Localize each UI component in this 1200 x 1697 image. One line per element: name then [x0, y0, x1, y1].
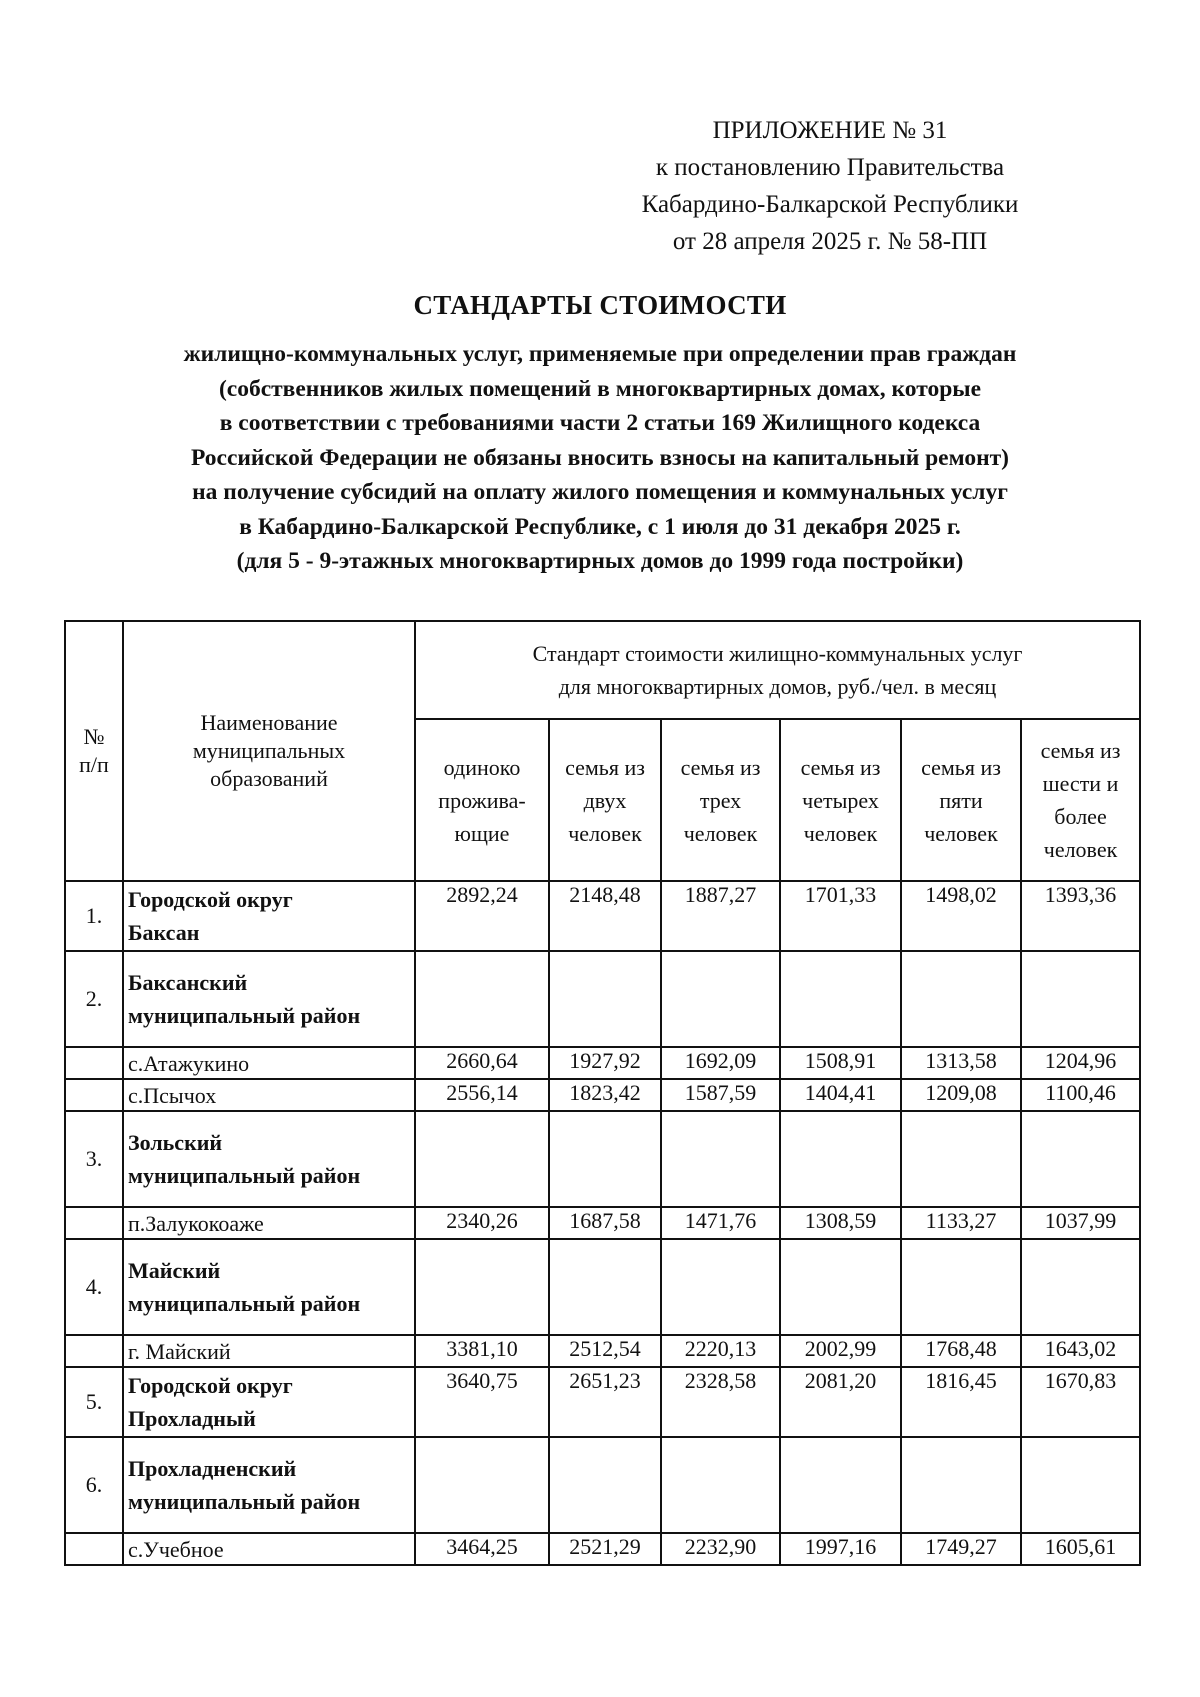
- header-cost-standard: Стандарт стоимости жилищно-коммунальных услуг для многоквартирных домов, руб./чел. в месяц: [415, 621, 1140, 719]
- value-cell: 2512,54: [549, 1335, 661, 1367]
- table-row: [65, 881, 1140, 951]
- value-cell: 1701,33: [780, 881, 901, 951]
- row-number: 1.: [65, 881, 123, 951]
- value-cell: 1670,83: [1021, 1367, 1140, 1437]
- empty-cell: [1021, 1239, 1140, 1335]
- value-cell: 1037,99: [1021, 1207, 1140, 1239]
- empty-cell: [661, 1239, 780, 1335]
- value-cell: 2660,64: [415, 1047, 549, 1079]
- table-row: [65, 1533, 1140, 1565]
- subtitle-line: в соответствии с требованиями части 2 статьи 169 Жилищного кодекса: [219, 410, 981, 436]
- table-row: [65, 951, 1140, 1047]
- empty-cell: [415, 1437, 549, 1533]
- row-number: 3.: [65, 1111, 123, 1207]
- empty-cell: [780, 1239, 901, 1335]
- municipality-name: с.Псычох: [123, 1079, 415, 1111]
- subtitle-line: (для 5 - 9-этажных многоквартирных домов до 1999 года постройки): [236, 548, 964, 574]
- empty-cell: [901, 1239, 1021, 1335]
- table-row: [65, 1111, 1140, 1207]
- value-cell: 1471,76: [661, 1207, 780, 1239]
- value-cell: 2220,13: [661, 1335, 780, 1367]
- municipality-name: Майский муниципальный район: [123, 1239, 415, 1335]
- row-number: 2.: [65, 951, 123, 1047]
- header-family-4: семья из четырех человек: [780, 719, 901, 881]
- value-cell: 1100,46: [1021, 1079, 1140, 1111]
- value-cell: 2002,99: [780, 1335, 901, 1367]
- municipality-name: Городской округ Прохладный: [123, 1367, 415, 1437]
- subtitle-line: жилищно-коммунальных услуг, применяемые при определении прав граждан: [183, 341, 1017, 367]
- value-cell: 1587,59: [661, 1079, 780, 1111]
- value-cell: 2556,14: [415, 1079, 549, 1111]
- value-cell: 1768,48: [901, 1335, 1021, 1367]
- value-cell: 3381,10: [415, 1335, 549, 1367]
- municipality-name: п.Залукокоаже: [123, 1207, 415, 1239]
- header-municipality: Наименование муниципальных образований: [123, 621, 415, 881]
- table-row: [65, 1335, 1140, 1367]
- subtitle-line: на получение субсидий на оплату жилого помещения и коммунальных услуг: [192, 479, 1008, 505]
- empty-cell: [901, 951, 1021, 1047]
- empty-cell: [661, 1437, 780, 1533]
- value-cell: 1498,02: [901, 881, 1021, 951]
- empty-cell: [1021, 951, 1140, 1047]
- table-row: [65, 1437, 1140, 1533]
- value-cell: 1393,36: [1021, 881, 1140, 951]
- row-number: [65, 1207, 123, 1239]
- value-cell: 1823,42: [549, 1079, 661, 1111]
- document-subtitle: [60, 337, 1140, 579]
- value-cell: 1209,08: [901, 1079, 1021, 1111]
- value-cell: 1692,09: [661, 1047, 780, 1079]
- header-family-3: семья из трех человек: [661, 719, 780, 881]
- empty-cell: [661, 1111, 780, 1207]
- empty-cell: [1021, 1437, 1140, 1533]
- municipality-name: Городской округ Баксан: [123, 881, 415, 951]
- value-cell: 1997,16: [780, 1533, 901, 1565]
- empty-cell: [549, 1111, 661, 1207]
- empty-cell: [661, 951, 780, 1047]
- row-number: 6.: [65, 1437, 123, 1533]
- value-cell: 2148,48: [549, 881, 661, 951]
- municipality-name: с.Учебное: [123, 1533, 415, 1565]
- value-cell: 1308,59: [780, 1207, 901, 1239]
- header-family-2: семья из двух человек: [549, 719, 661, 881]
- empty-cell: [549, 1437, 661, 1533]
- header-single: одиноко прожива- ющие: [415, 719, 549, 881]
- table-row: [65, 1207, 1140, 1239]
- value-cell: 1133,27: [901, 1207, 1021, 1239]
- municipality-name: Прохладненский муниципальный район: [123, 1437, 415, 1533]
- header-family-6-plus: семья из шести и более человек: [1021, 719, 1140, 881]
- value-cell: 1404,41: [780, 1079, 901, 1111]
- value-cell: 1749,27: [901, 1533, 1021, 1565]
- subtitle-line: в Кабардино-Балкарской Республике, с 1 июля до 31 декабря 2025 г.: [239, 513, 961, 540]
- appendix-government: Кабардино-Балкарской Республики: [641, 191, 1019, 218]
- empty-cell: [901, 1437, 1021, 1533]
- row-number: [65, 1533, 123, 1565]
- municipality-name: г. Майский: [123, 1335, 415, 1367]
- header-family-5: семья из пяти человек: [901, 719, 1021, 881]
- row-number: 4.: [65, 1239, 123, 1335]
- empty-cell: [780, 951, 901, 1047]
- empty-cell: [549, 951, 661, 1047]
- value-cell: 2651,23: [549, 1367, 661, 1437]
- value-cell: 2232,90: [661, 1533, 780, 1565]
- empty-cell: [780, 1437, 901, 1533]
- value-cell: 1605,61: [1021, 1533, 1140, 1565]
- value-cell: 3640,75: [415, 1367, 549, 1437]
- value-cell: 2328,58: [661, 1367, 780, 1437]
- empty-cell: [415, 1111, 549, 1207]
- empty-cell: [415, 951, 549, 1047]
- value-cell: 1508,91: [780, 1047, 901, 1079]
- value-cell: 1927,92: [549, 1047, 661, 1079]
- row-number: [65, 1079, 123, 1111]
- municipality-name: Зольский муниципальный район: [123, 1111, 415, 1207]
- appendix-date: от 28 апреля 2025 г. № 58-ПП: [672, 228, 988, 255]
- value-cell: 1687,58: [549, 1207, 661, 1239]
- value-cell: 1204,96: [1021, 1047, 1140, 1079]
- standards-table: [64, 620, 1141, 1566]
- header-number: № п/п: [65, 621, 123, 881]
- municipality-name: Баксанский муниципальный район: [123, 951, 415, 1047]
- value-cell: 2521,29: [549, 1533, 661, 1565]
- table-row: [65, 1239, 1140, 1335]
- row-number: [65, 1335, 123, 1367]
- empty-cell: [901, 1111, 1021, 1207]
- appendix-resolution-ref: к постановлению Правительства: [655, 154, 1005, 181]
- empty-cell: [1021, 1111, 1140, 1207]
- empty-cell: [780, 1111, 901, 1207]
- appendix-header: [560, 112, 1100, 260]
- empty-cell: [415, 1239, 549, 1335]
- value-cell: 2340,26: [415, 1207, 549, 1239]
- table-row: [65, 1079, 1140, 1111]
- table-row: [65, 1047, 1140, 1079]
- table-row: [65, 1367, 1140, 1437]
- value-cell: 1643,02: [1021, 1335, 1140, 1367]
- value-cell: 1816,45: [901, 1367, 1021, 1437]
- subtitle-line: Российской Федерации не обязаны вносить взносы на капитальный ремонт): [191, 444, 1009, 471]
- value-cell: 2892,24: [415, 881, 549, 951]
- value-cell: 1313,58: [901, 1047, 1021, 1079]
- value-cell: 1887,27: [661, 881, 780, 951]
- municipality-name: с.Атажукино: [123, 1047, 415, 1079]
- subtitle-line: (собственников жилых помещений в многоквартирных домах, которые: [218, 375, 982, 402]
- row-number: 5.: [65, 1367, 123, 1437]
- empty-cell: [549, 1239, 661, 1335]
- appendix-number: ПРИЛОЖЕНИЕ № 31: [712, 117, 948, 144]
- value-cell: 3464,25: [415, 1533, 549, 1565]
- row-number: [65, 1047, 123, 1079]
- document-title: СТАНДАРТЫ СТОИМОСТИ: [413, 290, 787, 320]
- value-cell: 2081,20: [780, 1367, 901, 1437]
